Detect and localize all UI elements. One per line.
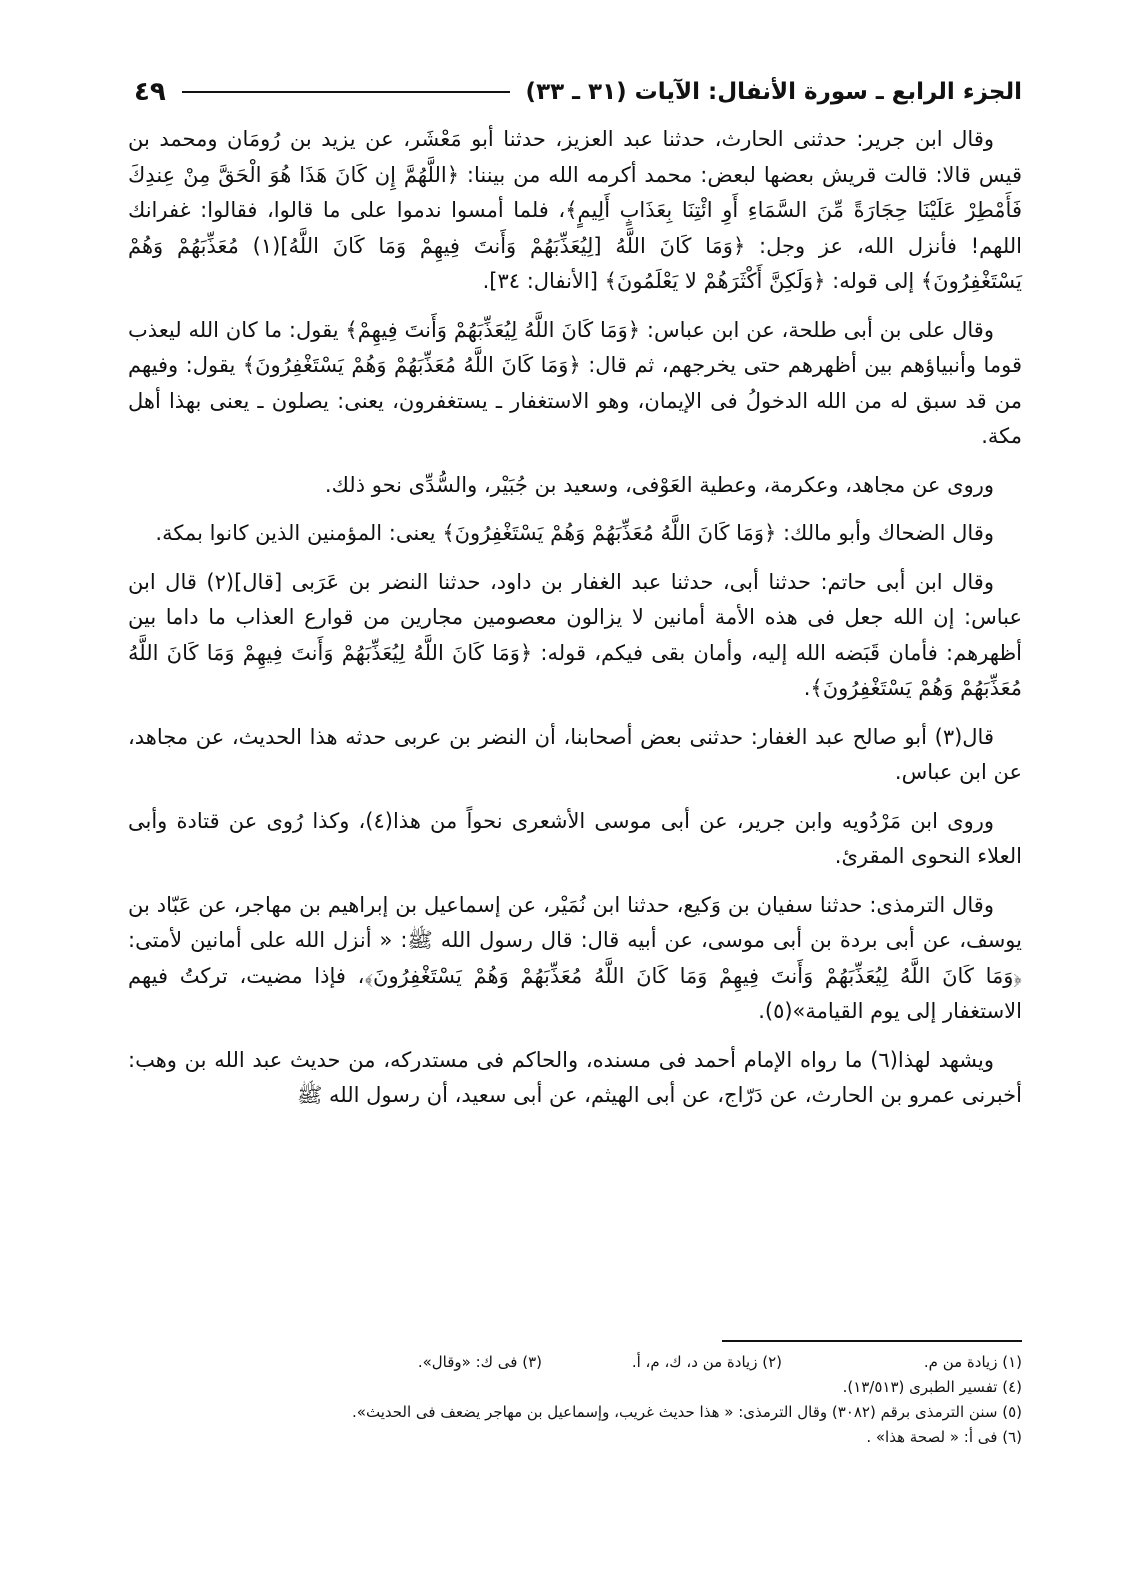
paragraph: وقال ابن جرير: حدثنى الحارث، حدثنا عبد العزيز، حدثنا أبو مَعْشَر، عن يزيد بن رُومَان ومحمد بن قيس قالا: قالت قريش بعضها لبعض: محمد أكرمه الله من بيننا: ﴿اللَّهُمَّ إِن كَانَ هَذَا هُوَ الْحَقَّ مِنْ عِندِكَ فَأَمْطِرْ عَلَيْنَا حِجَارَةً مِّنَ السَّمَاءِ أَوِ ائْتِنَا بِعَذَابٍ أَلِيمٍ﴾، فلما أمسوا ندموا على ما قالوا، فقالوا: غفرانك اللهم! فأنزل الله، عز وجل: ﴿وَمَا كَانَ اللَّهُ [لِيُعَذِّبَهُمْ وَأَنتَ فِيهِمْ وَمَا كَانَ اللَّهُ](١) مُعَذِّبَهُمْ وَهُمْ يَسْتَغْفِرُونَ﴾ إلى قوله: ﴿وَلَكِنَّ أَكْثَرَهُمْ لا يَعْلَمُونَ﴾ [الأنفال: ٣٤]. bbox=[128, 127, 1022, 293]
paragraph: وقال ابن أبى حاتم: حدثنا أبى، حدثنا عبد الغفار بن داود، حدثنا النضر بن عَرَبى [قال](٢) قال ابن عباس: إن الله جعل فى هذه الأمة أمانين لا يزالون معصومين مجارين من قوارع العذاب ما داما بين أظهرهم: فأمان قَبَضه الله إليه، وأمان بقى فيكم، قوله: ﴿وَمَا كَانَ اللَّهُ لِيُعَذِّبَهُمْ وَأَنتَ فِيهِمْ وَمَا كَانَ اللَّهُ مُعَذِّبَهُمْ وَهُمْ يَسْتَغْفِرُونَ﴾. bbox=[128, 569, 1022, 700]
footnote: (١) زيادة من م. bbox=[923, 1353, 1022, 1371]
footnote: (٥) سنن الترمذى برقم (٣٠٨٢) وقال الترمذى: « هذا حديث غريب، وإسماعيل بن مهاجر يضعف فى الحديث». bbox=[352, 1403, 1022, 1421]
footnotes bbox=[128, 1350, 1022, 1450]
footnote: (٦) فى أ: « لصحة هذا» . bbox=[866, 1428, 1022, 1446]
paragraph: وقال على بن أبى طلحة، عن ابن عباس: ﴿وَمَا كَانَ اللَّهُ لِيُعَذِّبَهُمْ وَأَنتَ فِيهِمْ﴾ يقول: ما كان الله ليعذب قوما وأنبياؤهم بين أظهرهم حتى يخرجهم، ثم قال: ﴿وَمَا كَانَ اللَّهُ مُعَذِّبَهُمْ وَهُمْ يَسْتَغْفِرُونَ﴾ يقول: وفيهم من قد سبق له من الله الدخولُ فى الإيمان، وهو الاستغفار ـ يستغفرون، يعنى: يصلون ـ يعنى بهذا أهل مكة. bbox=[128, 317, 1022, 448]
header-rule bbox=[182, 91, 510, 93]
paragraph: وروى عن مجاهد، وعكرمة، وعطية العَوْفى، وسعيد بن جُبَيْر، والسُّدِّى نحو ذلك. bbox=[324, 472, 994, 497]
paragraph: ويشهد لهذا(٦) ما رواه الإمام أحمد فى مسنده، والحاكم فى مستدركه، من حديث عبد الله بن وهب: أخبرنى عمرو بن الحارث، عن دَرّاج، عن أبى الهيثم، عن أبى سعيد، أن رسول الله ﷺ bbox=[128, 1047, 1022, 1107]
paragraph: قال(٣) أبو صالح عبد الغفار: حدثنى بعض أصحابنا، أن النضر بن عربى حدثه هذا الحديث، عن مجاهد، عن ابن عباس. bbox=[128, 724, 1022, 784]
running-header bbox=[128, 72, 1022, 112]
header-title: الجزء الرابع ـ سورة الأنفال: الآيات (٣١ ـ ٣٣) bbox=[525, 79, 1022, 105]
paragraph: وقال الضحاك وأبو مالك: ﴿وَمَا كَانَ اللَّهُ مُعَذِّبَهُمْ وَهُمْ يَسْتَغْفِرُونَ﴾ يعنى: المؤمنين الذين كانوا بمكة. bbox=[155, 521, 994, 545]
body-text bbox=[128, 122, 1022, 1114]
footnote-rule bbox=[722, 1340, 1022, 1342]
footnote-row bbox=[128, 1350, 1022, 1375]
paragraph: وروى ابن مَرْدُويه وابن جرير، عن أبى موسى الأشعرى نحواً من هذا(٤)، وكذا رُوى عن قتادة وأبى العلاء النحوى المقرئ. bbox=[128, 808, 1022, 868]
footnote: (٢) زيادة من د، ك، م، أ. bbox=[631, 1353, 782, 1371]
paragraph: وقال الترمذى: حدثنا سفيان بن وَكيع، حدثنا ابن نُمَيْر، عن إسماعيل بن إبراهيم بن مهاجر، عن عَبّاد بن يوسف، عن أبى بردة بن أبى موسى، عن أبيه قال: قال رسول الله ﷺ: « أنزل الله على أمانين لأمتى: ﴿وَمَا كَانَ اللَّهُ لِيُعَذِّبَهُمْ وَأَنتَ فِيهِمْ وَمَا كَانَ اللَّهُ مُعَذِّبَهُمْ وَهُمْ يَسْتَغْفِرُونَ﴾، فإذا مضيت، تركتُ فيهم الاستغفار إلى يوم القيامة»(٥). bbox=[128, 892, 1022, 1023]
footnote: (٣) فى ك: «وقال». bbox=[417, 1353, 542, 1371]
page-number: ٤٩ bbox=[134, 77, 166, 107]
footnote: (٤) تفسير الطبرى (١٣/٥١٣). bbox=[842, 1378, 1022, 1396]
